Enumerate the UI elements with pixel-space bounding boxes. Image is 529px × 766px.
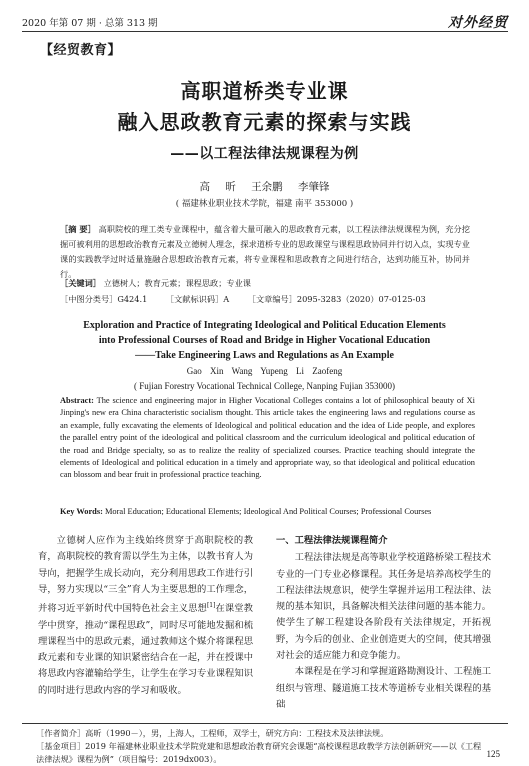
fund-note: ［基金项目］2019 年福建林业职业技术学院党建和思想政治教育研究会课题“高校课程思政教学方法创新研究——以《工程法律法规》课程为例”（项目编号：2019dx003）。 xyxy=(36,741,482,764)
footnote-rule xyxy=(22,723,508,724)
keywords-en xyxy=(60,507,475,516)
body-column-right xyxy=(276,533,491,713)
clc-number: ［中图分类号］G424.1 xyxy=(60,294,148,304)
document-code: ［文献标识码］A xyxy=(165,294,230,304)
authors-en: Gao Xin Wang Yupeng Li Zaofeng xyxy=(186,366,343,376)
header-rule xyxy=(22,31,508,32)
abstract-cn xyxy=(60,222,470,282)
title-en-line-3: ——Take Engineering Laws and Regulations as An Example xyxy=(135,350,394,361)
abstract-cn-label: ［摘 要］ xyxy=(60,224,96,234)
course-intro-paragraph-2: 本课程是在学习和掌握道路勘测设计、工程施工组织与管理、隧道施工技术等道桥专业相关课程的基础 xyxy=(276,666,491,710)
title-line-2: 融入思政教育元素的探索与实践 xyxy=(117,110,412,134)
affiliation: ( 福建林业职业技术学院，福建 南平 353000 ) xyxy=(175,199,354,209)
citation-1: [1] xyxy=(206,602,216,610)
author-note: ［作者简介］高昕（1990－），男，上海人，工程师，双学士，研究方向：工程技术及法律法规。 xyxy=(36,728,389,738)
subtitle: ——以工程法律法规课程为例 xyxy=(170,146,359,162)
keywords-cn-label: ［关键词］ xyxy=(60,278,101,288)
keywords-cn xyxy=(60,278,470,289)
journal-name: 对外经贸 xyxy=(448,15,508,31)
keywords-en-label: Key Words: xyxy=(60,507,103,516)
title-en-line-2: into Professional Courses of Road and Bridge in Higher Vocational Education xyxy=(98,335,431,346)
intro-text-1: 立德树人应作为主线始终贯穿于高职院校的教育，高职院校的教育需以学生为主体，以教书育人为导向，把握学生成长动向，充分利用思政工作进行引导，努力实现以“三全”育人为主要思想的工作理念，并将习近平新时代中国特色社会主义思想 xyxy=(38,535,253,615)
abstract-en-text: The science and engineering major in Higher Vocational Colleges contains a lot of philosophical beauty of Xi Jinping's new era China characteristic socialism thought. This article takes the engineering laws and regulations course as an example, fully excavating the elements of Ideological and political education and the idea of Lide people, and explores the parallel entry point of the ideological and political classroom and the curriculum ideological and political education of the road and Bridge specialty, so as to realize the reality of specialized courses. Practice teaching should integrate the elements of Ideological and political education in a timely and appropriate way, so that ideological and political education can blossom and bear fruit in professional practice teaching. xyxy=(60,396,475,480)
abstract-cn-text: 高职院校的理工类专业课程中，蕴含着大量可融入的思政教育元素，以工程法律法规课程为例，充分挖掘可被利用的思想政治教育元素及立德树人理念，探求道桥专业的思政课堂与课程思政协同并行切入点，实现专业课的实践教学过时适量施融合思想政治教育元素，将专业课程和思政教育之间进行结合，达到功能互补，协同并行。 xyxy=(60,224,470,279)
keywords-cn-text: 立德树人；教育元素；课程思政；专业课 xyxy=(103,278,251,288)
intro-text-2: 在课堂教学中贯穿，推动“课程思政”，同时尽可能地发掘和梳理课程当中的思政元素，通过教师这个媒介将课程思政元素和专业课的知识紧密结合在一起，并在授课中将思政内容灌输给学生，让学生在学习专业课程知识的同时进行思政内容的学习和吸收。 xyxy=(38,603,253,696)
intro-paragraph xyxy=(38,533,253,699)
issue-info: 2020 年第 07 期 · 总第 313 期 xyxy=(22,18,158,29)
authors: 高 昕 王余鹏 李肇锋 xyxy=(199,181,330,193)
section-heading-1: 一、工程法律法规课程简介 xyxy=(276,535,388,546)
page-number: 125 xyxy=(486,749,500,759)
section-tag: 【经贸教育】 xyxy=(40,43,122,58)
article-meta-cn xyxy=(60,294,480,305)
article-id: ［文章编号］2095-3283（2020）07-0125-03 xyxy=(247,294,426,304)
body-column-left xyxy=(38,533,253,699)
course-intro-paragraph-1: 工程法律法规是高等职业学校道路桥梁工程技术专业的一门专业必修课程。其任务是培养高校学生的工程法律法规意识，使学生掌握并运用工程法律、法规的基本知识，具备解决相关法律问题的基本能力。使学生了解工程建设各阶段有关法律规定，开拓视野，为今后的创业、企业创造更大的空间，使其增强对社会的适应能力和竞争能力。 xyxy=(276,552,491,662)
title-en-line-1: Exploration and Practice of Integrating Ideological and Political Education Elements xyxy=(83,320,446,331)
abstract-en-label: Abstract: xyxy=(60,396,94,405)
affiliation-en: ( Fujian Forestry Vocational Technical College, Nanping Fujian 353000) xyxy=(133,381,396,391)
running-header xyxy=(22,14,508,30)
footnotes xyxy=(36,727,486,766)
keywords-en-text: Moral Education; Educational Elements; Ideological And Political Courses; Professional Courses xyxy=(104,507,432,516)
title-line-1: 高职道桥类专业课 xyxy=(180,79,349,103)
abstract-en xyxy=(60,395,475,482)
